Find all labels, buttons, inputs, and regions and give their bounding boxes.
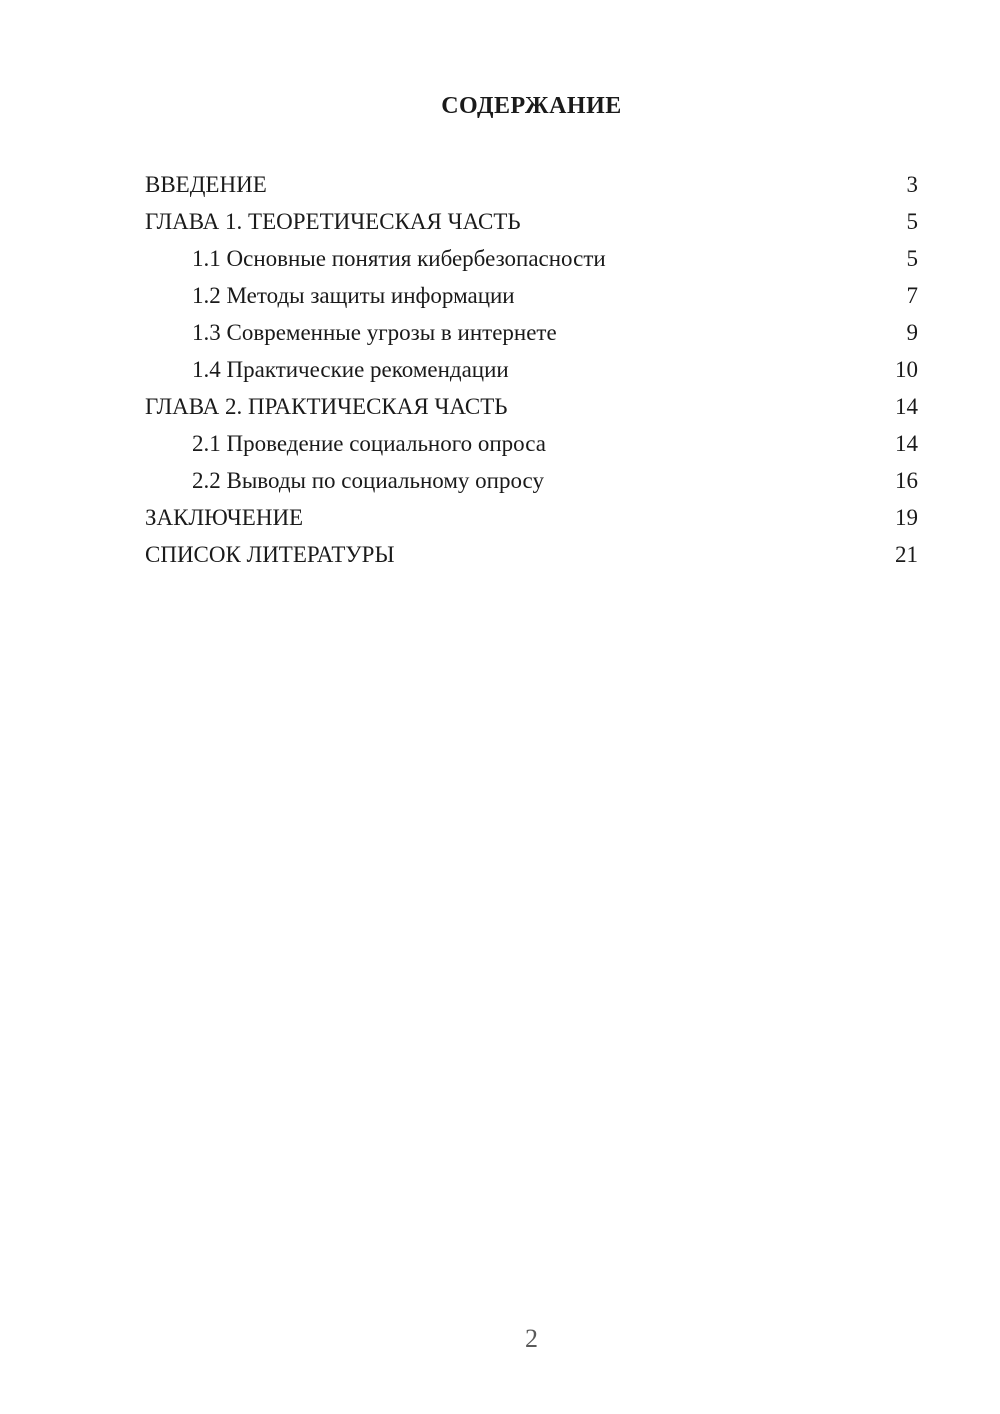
toc-entry <box>145 240 918 277</box>
toc-entry <box>145 462 918 499</box>
toc-entry-label: 2.2 Выводы по социальному опросу <box>192 468 544 493</box>
toc-entry-label: 1.4 Практические рекомендации <box>192 357 509 382</box>
toc-entry-page: 5 <box>906 209 918 234</box>
toc-entry <box>145 536 918 573</box>
toc-entry-label: 2.1 Проведение социального опроса <box>192 431 546 456</box>
toc-entry-page: 10 <box>895 357 918 382</box>
toc-entry-label: ВВЕДЕНИЕ <box>145 172 267 197</box>
toc-entry-label: ГЛАВА 2. ПРАКТИЧЕСКАЯ ЧАСТЬ <box>145 394 508 419</box>
toc-entry-page: 5 <box>906 246 918 271</box>
toc-entry-label: ЗАКЛЮЧЕНИЕ <box>145 505 304 530</box>
toc-entry-page: 3 <box>906 172 918 197</box>
toc-entry-page: 9 <box>906 320 918 345</box>
toc-entry <box>145 277 918 314</box>
toc-entry-label: СПИСОК ЛИТЕРАТУРЫ <box>145 542 395 567</box>
page-number-footer: 2 <box>525 1324 538 1353</box>
page-title: СОДЕРЖАНИЕ <box>441 93 622 119</box>
toc-entry-page: 21 <box>895 542 918 567</box>
toc-entry-page: 14 <box>895 431 918 456</box>
toc-entry <box>145 388 918 425</box>
toc-entry-label: 1.1 Основные понятия кибербезопасности <box>192 246 606 271</box>
toc-entry <box>145 314 918 351</box>
toc-entry-page: 7 <box>906 283 918 308</box>
toc-entry-page: 14 <box>895 394 918 419</box>
toc-entry <box>145 425 918 462</box>
toc-entry <box>145 499 918 536</box>
toc-entry <box>145 351 918 388</box>
toc-entry-label: 1.2 Методы защиты информации <box>192 283 515 308</box>
toc-entry <box>145 203 918 240</box>
table-of-contents <box>145 166 918 573</box>
toc-entry-page: 19 <box>895 505 918 530</box>
toc-entry-page: 16 <box>895 468 918 493</box>
toc-entry <box>145 166 918 203</box>
toc-entry-label: 1.3 Современные угрозы в интернете <box>192 320 557 345</box>
toc-entry-label: ГЛАВА 1. ТЕОРЕТИЧЕСКАЯ ЧАСТЬ <box>145 209 521 234</box>
